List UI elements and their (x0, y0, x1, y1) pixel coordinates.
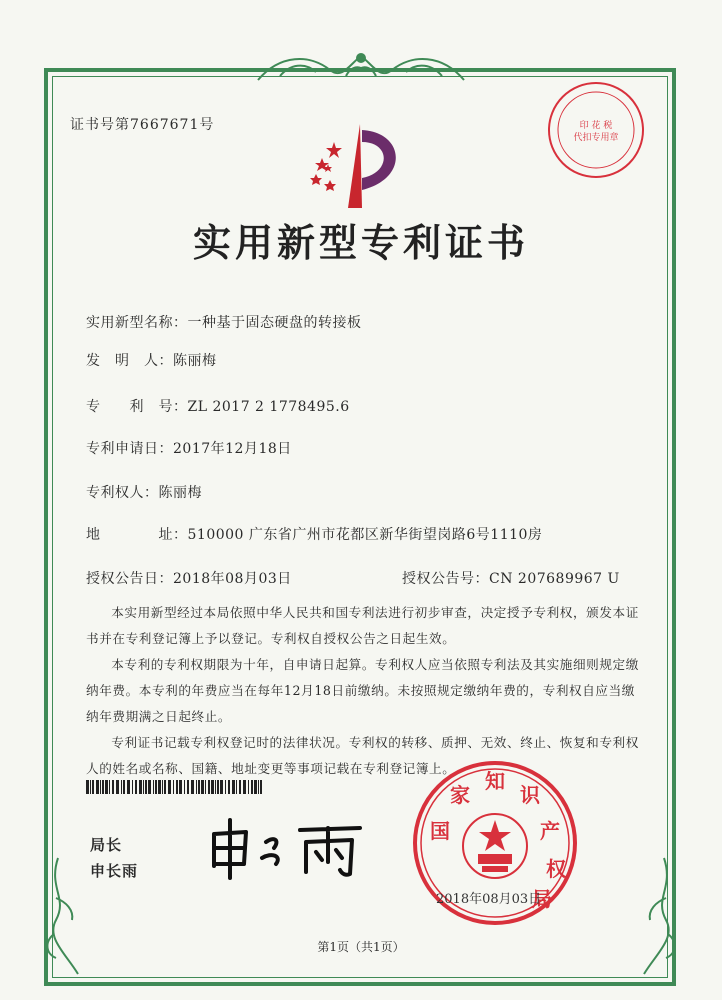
inventor-value: 陈丽梅 (173, 353, 217, 369)
certificate-title: 实用新型专利证书 (192, 220, 529, 265)
address-value: 510000 广东省广州市花都区新华街望岗路6号1110房 (187, 527, 543, 543)
utility-name-row (86, 312, 362, 332)
grant-number-label: 授权公告号： (402, 571, 489, 587)
svg-text:局: 局 (532, 887, 552, 911)
grant-date-label: 授权公告日： (86, 571, 173, 587)
utility-name-label: 实用新型名称： (86, 315, 188, 331)
filing-date-label: 专利申请日： (86, 441, 173, 457)
grant-number-row (402, 568, 620, 588)
inventor-label: 发 明 人： (86, 353, 173, 369)
filing-date-row (86, 438, 292, 458)
patentee-row (86, 482, 202, 502)
inventor-row (86, 350, 217, 370)
body-paragraph-1: 本实用新型经过本局依照中华人民共和国专利法进行初步审查，决定授予专利权，颁发本证书并在专利登记簿上予以登记。专利权自授权公告之日起生效。 (86, 605, 639, 646)
page-indicator: 第1页（共1页） (317, 940, 405, 954)
filing-date-value: 2017年12月18日 (173, 441, 292, 457)
grant-date-row (86, 568, 292, 588)
director-title: 局长 (90, 836, 123, 854)
svg-text:家: 家 (450, 783, 470, 807)
certificate-number: 证书号第7667671号 (70, 117, 215, 133)
grant-date-value: 2018年08月03日 (173, 571, 292, 587)
patent-number-label: 专 利 号： (86, 399, 188, 415)
director-signature (200, 812, 370, 882)
svg-text:知: 知 (485, 769, 505, 793)
grant-number-value: CN 207689967 U (489, 571, 620, 587)
tax-seal (548, 82, 644, 178)
body-paragraph-3: 专利证书记载专利权登记时的法律状况。专利权的转移、质押、无效、终止、恢复和专利权人的姓名或名称、国籍、地址变更等事项记载在专利登记簿上。 (86, 735, 639, 776)
svg-text:印 花 税: 印 花 税 (579, 121, 613, 131)
patentee-value: 陈丽梅 (158, 485, 202, 501)
top-ornament (250, 46, 472, 92)
cnipa-logo (300, 120, 420, 210)
svg-text:代扣专用章: 代扣专用章 (573, 133, 619, 143)
svg-text:权: 权 (546, 857, 566, 881)
patent-number-value: ZL 2017 2 1778495.6 (187, 399, 350, 415)
bottom-left-ornament (38, 858, 98, 978)
body-paragraph-2: 本专利的专利权期限为十年，自申请日起算。专利权人应当依照专利法及其实施细则规定缴纳年费。本专利的年费应当在每年12月18日前缴纳。未按照规定缴纳年费的，专利权自应当缴纳年费期满之日起终止。 (86, 657, 639, 724)
utility-name-value: 一种基于固态硬盘的转接板 (187, 315, 362, 331)
svg-text:产: 产 (540, 819, 560, 843)
bottom-right-ornament (624, 858, 684, 978)
address-label: 地 址： (86, 527, 188, 543)
svg-text:识: 识 (520, 783, 540, 807)
patent-number-row (86, 396, 350, 416)
patentee-label: 专利权人： (86, 485, 159, 501)
certificate-body (86, 600, 646, 782)
barcode (86, 780, 264, 794)
svg-text:国: 国 (430, 819, 450, 843)
address-row (86, 524, 542, 544)
director-name: 申长雨 (90, 862, 139, 880)
seal-date: 2018年08月03日 (436, 892, 542, 907)
